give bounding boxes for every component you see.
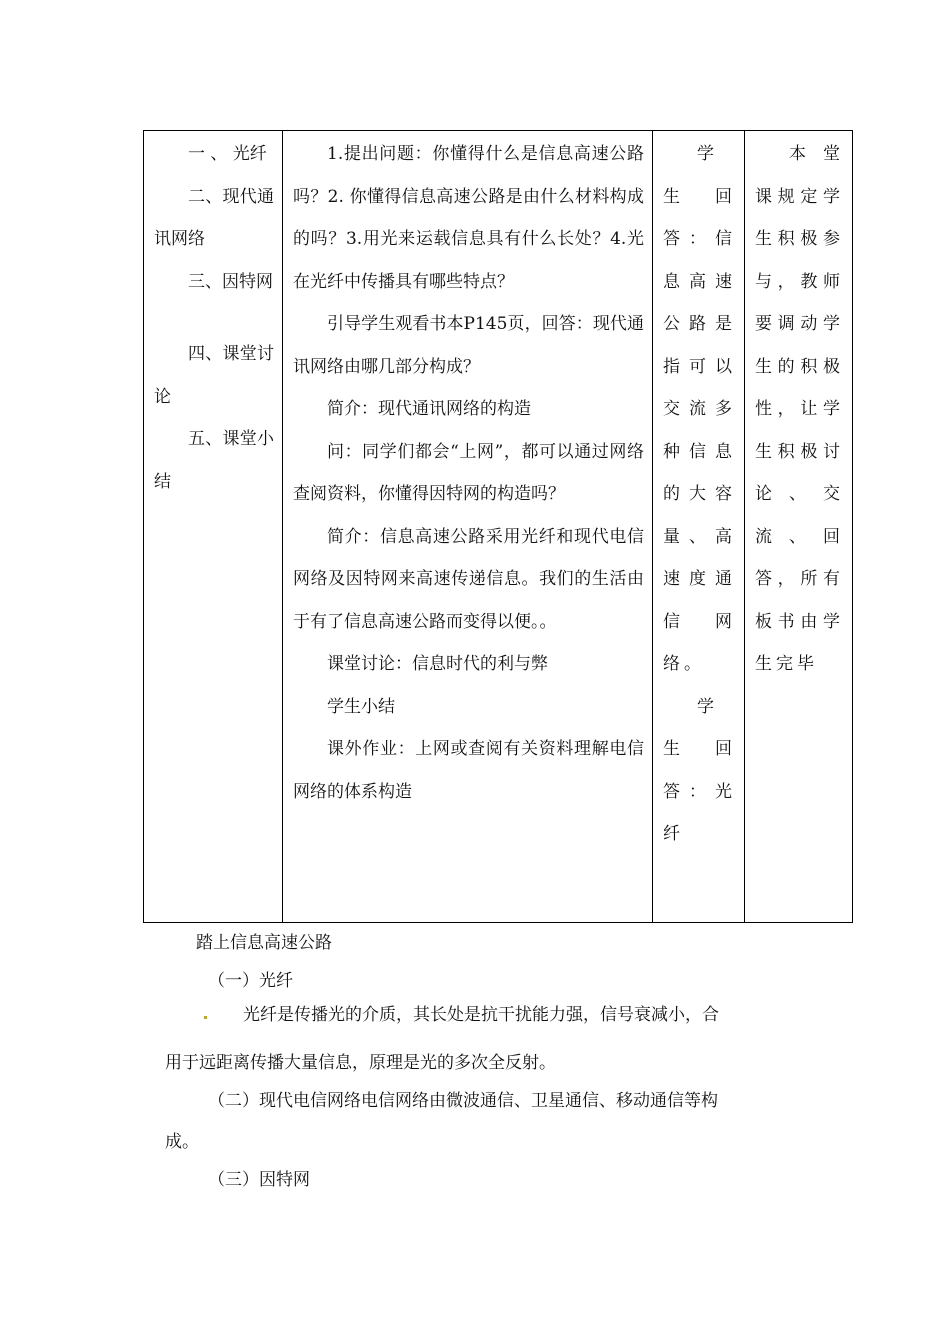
section-heading: （三）因特网 — [208, 1170, 310, 1190]
lesson-plan-table — [143, 130, 853, 923]
summary-text: 光纤是传播光的介质，其长处是抗干扰能力强，信号衰减小，合 — [243, 1005, 719, 1025]
student-activity-cell — [653, 131, 745, 923]
teacher-paragraph: 简介：信息高速公路采用光纤和现代电信网络及因特网来高速传递信息。我们的生活由于有了信息高速公路而变得以便。。 — [293, 526, 644, 632]
design-intent-cell — [745, 131, 853, 923]
section-title: 五、课堂小结 — [154, 429, 274, 492]
section-title: 四、课堂讨论 — [154, 344, 274, 407]
design-intent-text: 本堂课规定学生积极参与，教师要调动学生的积极性，让学生积极讨论、交流、回答，所有板书由学生完毕 — [755, 144, 844, 674]
teacher-paragraph: 简介：现代通讯网络的构造 — [327, 399, 531, 419]
section-title: 一 、 光纤 — [188, 144, 267, 164]
summary-text: （二）现代电信网络电信网络由微波通信、卫星通信、移动通信等构 — [208, 1091, 718, 1111]
teacher-paragraph: 1.提出问题：你懂得什么是信息高速公路吗？2. 你懂得信息高速公路是由什么材料构成的吗？3.用光来运载信息具有什么长处？4.光在光纤中传播具有哪些特点？ — [293, 144, 644, 292]
teacher-paragraph: 课外作业：上网或查阅有关资料理解电信网络的体系构造 — [293, 739, 644, 802]
section-titles-cell — [144, 131, 283, 923]
mark — [204, 1016, 207, 1019]
teacher-paragraph: 引导学生观看书本P145页，回答：现代通讯网络由哪几部分构成？ — [293, 314, 644, 377]
teacher-paragraph: 问：同学们都会“上网”，都可以通过网络查阅资料，你懂得因特网的构造吗？ — [293, 441, 644, 504]
teacher-activity-cell — [283, 131, 653, 923]
teacher-paragraph: 课堂讨论：信息时代的利与弊 — [327, 654, 548, 674]
section-title: 二、现代通讯网络 — [154, 186, 274, 249]
summary-title: 踏上信息高速公路 — [196, 933, 332, 953]
summary-text: 成。 — [165, 1132, 199, 1152]
summary-text: 用于远距离传播大量信息，原理是光的多次全反射。 — [165, 1053, 556, 1073]
teacher-paragraph: 学生小结 — [327, 696, 395, 717]
section-title: 三、因特网 — [188, 271, 273, 292]
student-answer: 学生回答：信息高速公路是指可以交流多种信息的大容量、高速度通信网络。 — [663, 144, 736, 674]
student-answer: 学生回答：光纤 — [663, 696, 736, 844]
section-heading: （一）光纤 — [208, 971, 293, 991]
